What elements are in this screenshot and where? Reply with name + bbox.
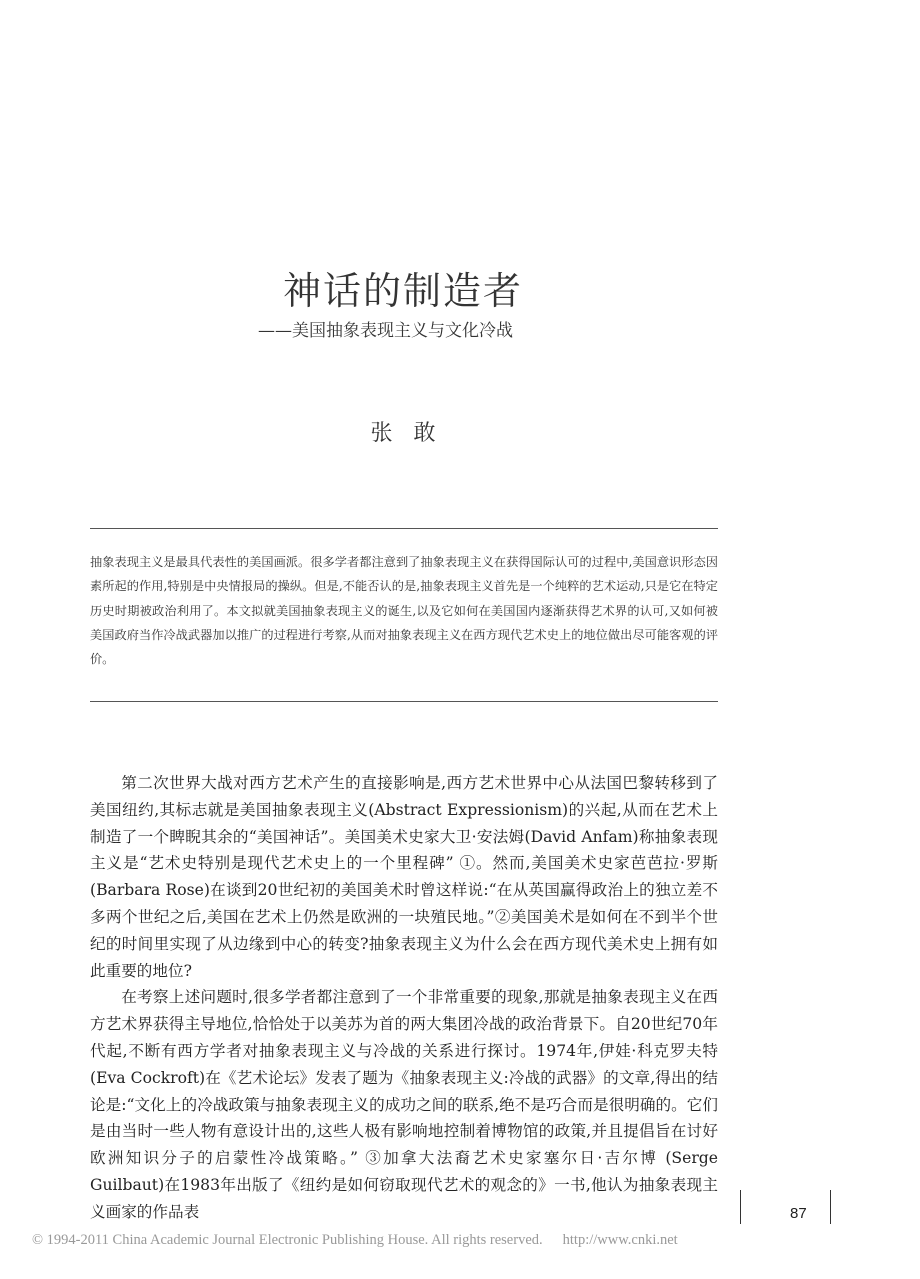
page-number: 87 [790,1205,807,1222]
article-title: 神话的制造者 [282,269,523,313]
page-number-right-rule [830,1190,831,1224]
abstract-top-rule [90,528,718,529]
copyright-footer [32,1232,678,1249]
body-paragraph: 第二次世界大战对西方艺术产生的直接影响是,西方艺术世界中心从法国巴黎转移到了美国纽约,其标志就是美国抽象表现主义(Abstract Expressionism)的兴起,从而在艺术上制造了一个睥睨其余的“美国神话”。美国美术史家大卫·安法姆(David Anfam)称抽象表现主义是“艺术史特别是现代艺术史上的一个里程碑” ①。然而,美国美术史家芭芭拉·罗斯(Barbara Rose)在谈到20世纪初的美国美术时曾这样说:“在从英国赢得政治上的独立差不多两个世纪之后,美国在艺术上仍然是欧洲的一块殖民地。”②美国美术是如何在不到半个世纪的时间里实现了从边缘到中心的转变?抽象表现主义为什么会在西方现代美术史上拥有如此重要的地位? [90,774,718,980]
page-number-left-rule [740,1190,741,1224]
copyright-text: © 1994-2011 China Academic Journal Electronic Publishing House. All rights reserved. [32,1232,543,1248]
footer-url[interactable]: http://www.cnki.net [562,1232,678,1248]
article-subtitle: ——美国抽象表现主义与文化冷战 [258,321,513,341]
abstract-bottom-rule [90,701,718,702]
abstract-text: 抽象表现主义是最具代表性的美国画派。很多学者都注意到了抽象表现主义在获得国际认可的过程中,美国意识形态因素所起的作用,特别是中央情报局的操纵。但是,不能否认的是,抽象表现主义首先是一个纯粹的艺术运动,只是它在特定历史时期被政治利用了。本文拟就美国抽象表现主义的诞生,以及它如何在美国国内逐渐获得艺术界的认可,又如何被美国政府当作冷战武器加以推广的过程进行考察,从而对抽象表现主义在西方现代艺术史上的地位做出尽可能客观的评价。 [90,555,718,667]
author-name: 张 敢 [370,421,436,446]
body-paragraph: 在考察上述问题时,很多学者都注意到了一个非常重要的现象,那就是抽象表现主义在西方艺术界获得主导地位,恰恰处于以美苏为首的两大集团冷战的政治背景下。自20世纪70年代起,不断有西方学者对抽象表现主义与冷战的关系进行探讨。1974年,伊娃·科克罗夫特(Eva Cockroft)在《艺术论坛》发表了题为《抽象表现主义:冷战的武器》的文章,得出的结论是:“文化上的冷战政策与抽象表现主义的成功之间的联系,绝不是巧合而是很明确的。它们是由当时一些人物有意设计出的,这些人极有影响地控制着博物馆的政策,并且提倡旨在讨好欧洲知识分子的启蒙性冷战策略。” ③加拿大法裔艺术史家塞尔日·吉尔博 (Serge Guilbaut)在1983年出版了《纽约是如何窃取现代艺术的观念的》一书,他认为抽象表现主义画家的作品表 [90,988,718,1221]
body-text [90,770,718,1226]
